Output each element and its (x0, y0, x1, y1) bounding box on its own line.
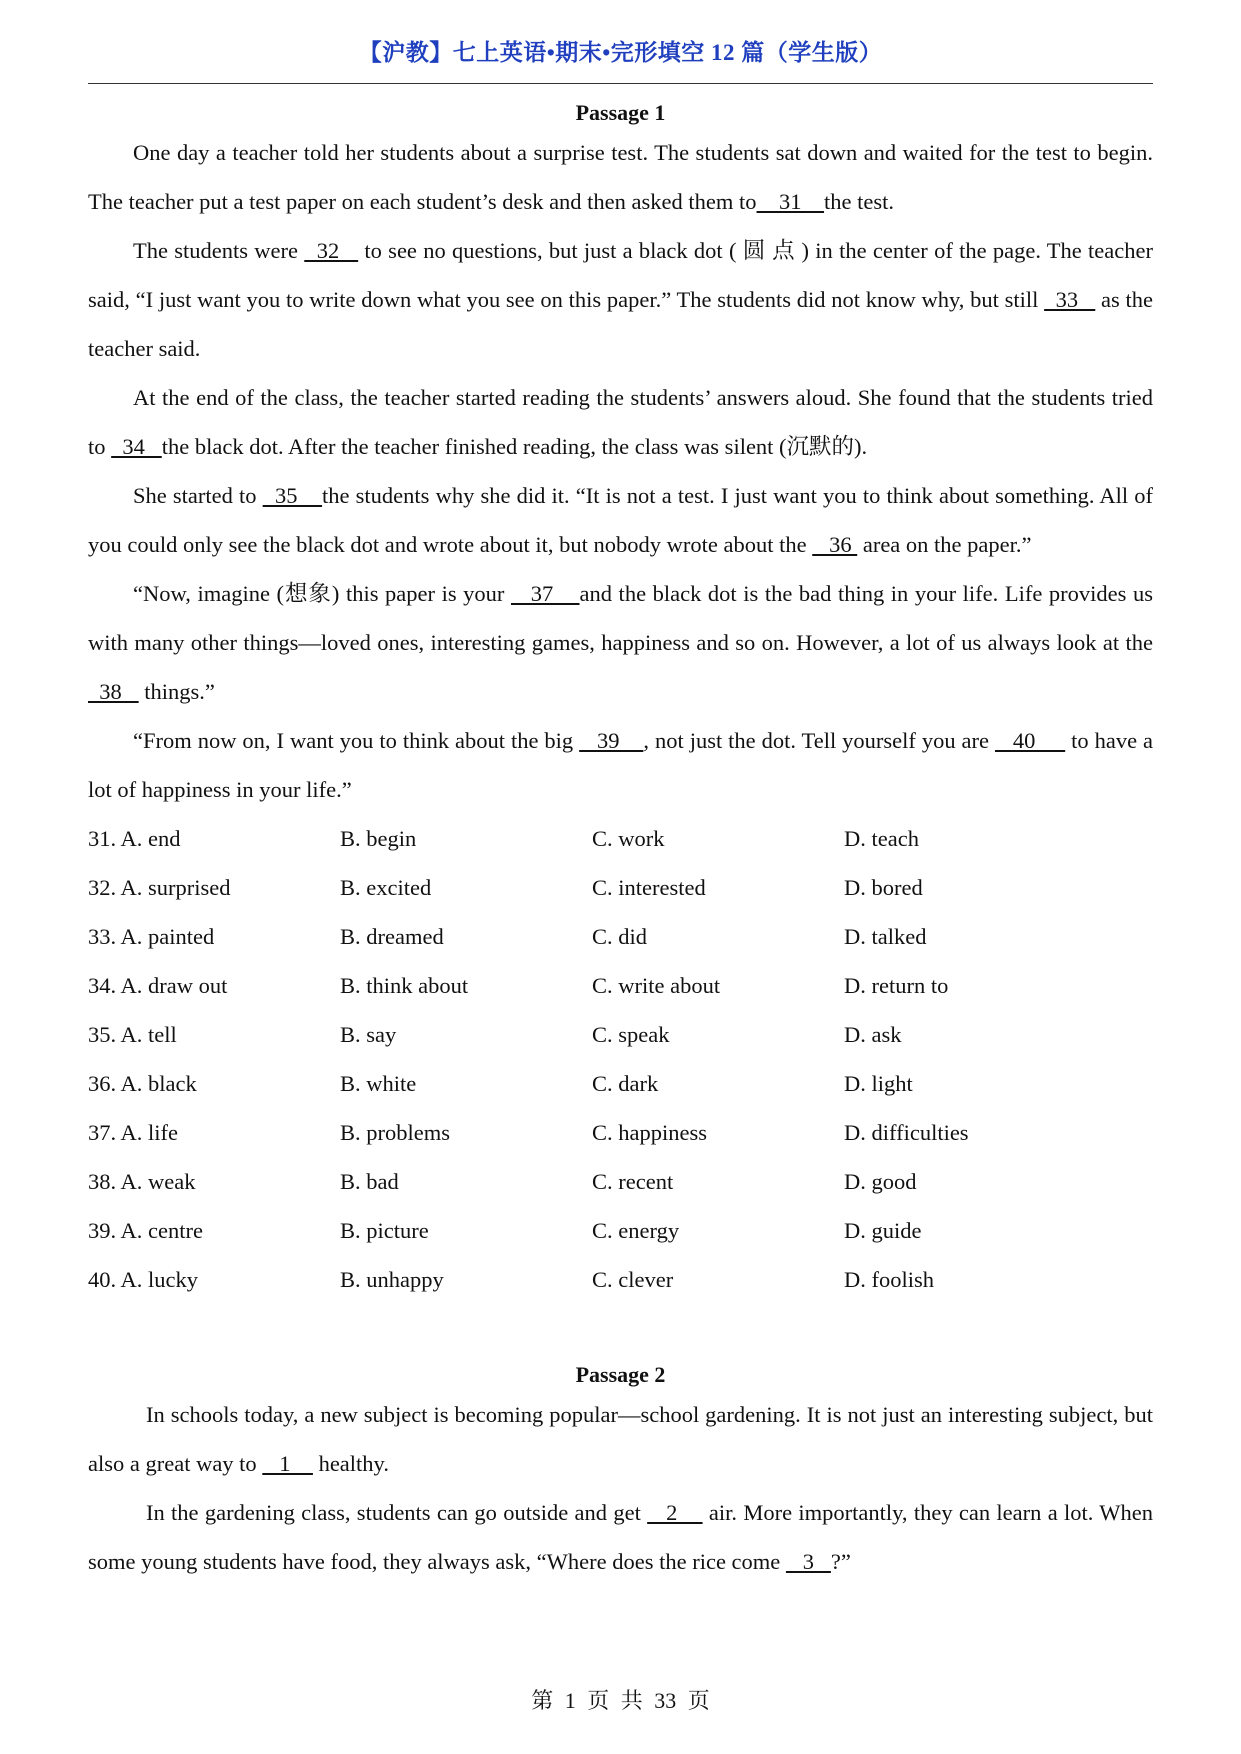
header-divider (88, 83, 1153, 84)
document-body (88, 98, 1153, 1586)
passage1-options (88, 814, 1153, 1304)
option-a: 37. A. life (88, 1120, 178, 1145)
option-d: D. light (844, 1071, 913, 1096)
option-b: B. say (340, 1022, 397, 1047)
text: The students were (133, 238, 305, 263)
text: ?” (830, 1549, 851, 1574)
option-a: 38. A. weak (88, 1169, 196, 1194)
text: “From now on, I want you to think about the big (133, 728, 580, 753)
option-row-33 (88, 912, 1153, 961)
option-c: C. energy (592, 1218, 680, 1243)
text: , not just the dot. Tell yourself you are (643, 728, 995, 753)
option-d: D. good (844, 1169, 917, 1194)
blank-36: 36 (812, 532, 858, 557)
option-c: C. recent (592, 1169, 674, 1194)
blank-39: 39 (579, 728, 644, 753)
option-b: B. unhappy (340, 1267, 444, 1292)
passage2-paragraph-2 (88, 1488, 1153, 1586)
option-row-35 (88, 1010, 1153, 1059)
text: things.” (138, 679, 215, 704)
text: In the gardening class, students can go outside and get (146, 1500, 648, 1525)
text: One day a teacher told her students about a surprise test. The students sat down and waited for the test to begin. The teacher put a test paper on each student’s desk and then asked them to (88, 140, 1153, 214)
blank-33: 33 (1044, 287, 1096, 312)
text: as the teacher said. (88, 287, 1154, 361)
option-c: C. clever (592, 1267, 674, 1292)
option-a: 34. A. draw out (88, 973, 228, 998)
option-d: D. difficulties (844, 1120, 969, 1145)
option-row-32 (88, 863, 1153, 912)
blank-2: 2 (647, 1500, 703, 1525)
option-b: B. excited (340, 875, 432, 900)
option-b: B. white (340, 1071, 417, 1096)
text: She started to (133, 483, 263, 508)
blank-1: 1 (262, 1451, 313, 1476)
option-c: C. did (592, 924, 648, 949)
option-a: 32. A. surprised (88, 875, 231, 900)
option-a: 35. A. tell (88, 1022, 177, 1047)
option-c: C. speak (592, 1022, 670, 1047)
option-row-39 (88, 1206, 1153, 1255)
option-row-37 (88, 1108, 1153, 1157)
text: In schools today, a new subject is becoming popular—school gardening. It is not just an interesting subject, but also a great way to (88, 1402, 1153, 1476)
option-row-34 (88, 961, 1153, 1010)
option-row-31 (88, 814, 1153, 863)
text: the students why she did it. “It is not a test. I just want you to think about something. All of you could only see the black dot and wrote about it, but nobody wrote about the (88, 483, 1154, 557)
blank-38: 38 (88, 679, 139, 704)
blank-3: 3 (785, 1549, 831, 1574)
passage1-paragraph-2 (88, 226, 1153, 373)
passage2-paragraph-1 (88, 1390, 1153, 1488)
option-d: D. bored (844, 875, 923, 900)
text: and the black dot is the bad thing in your life. Life provides us with many other things—loved ones, interesting games, happiness and so on. However, a lot of us always look at the (88, 581, 1153, 655)
option-c: C. work (592, 826, 665, 851)
option-a: 36. A. black (88, 1071, 197, 1096)
passage2-title: Passage 2 (575, 1362, 666, 1387)
option-a: 39. A. centre (88, 1218, 203, 1243)
text: to see no questions, but just a black dot ( 圆 点 ) in the center of the page. The teacher said, “I just want you to write down what you see on this paper.” The students did not know why, but still (88, 238, 1154, 312)
passage1-title: Passage 1 (575, 100, 666, 125)
blank-32: 32 (304, 238, 359, 263)
option-b: B. problems (340, 1120, 450, 1145)
blank-31: 31 (756, 189, 825, 214)
page-header: 【沪教】七上英语•期末•完形填空 12 篇（学生版） (358, 40, 883, 65)
blank-34: 34 (111, 434, 162, 459)
option-b: B. picture (340, 1218, 429, 1243)
text: area on the paper.” (857, 532, 1032, 557)
text: to have a lot of happiness in your life.” (88, 728, 1154, 802)
option-c: C. write about (592, 973, 721, 998)
option-a: 40. A. lucky (88, 1267, 198, 1292)
option-d: D. return to (844, 973, 949, 998)
passage1-paragraph-3 (88, 373, 1153, 471)
option-b: B. begin (340, 826, 417, 851)
option-b: B. think about (340, 973, 469, 998)
passage1-paragraph-5 (88, 569, 1153, 716)
passage1-paragraph-1 (88, 128, 1153, 226)
text: the test. (824, 189, 895, 214)
blank-35: 35 (262, 483, 323, 508)
option-b: B. bad (340, 1169, 399, 1194)
option-c: C. happiness (592, 1120, 707, 1145)
text: the black dot. After the teacher finished reading, the class was silent (沉默的). (161, 434, 868, 459)
option-row-40 (88, 1255, 1153, 1304)
text: “Now, imagine (想象) this paper is your (133, 581, 511, 606)
text: air. More importantly, they can learn a lot. When some young students have food, they always ask, “Where does the rice come (88, 1500, 1153, 1574)
option-c: C. interested (592, 875, 706, 900)
blank-37: 37 (510, 581, 580, 606)
passage1-paragraph-6 (88, 716, 1153, 814)
option-d: D. talked (844, 924, 927, 949)
option-row-38 (88, 1157, 1153, 1206)
text: At the end of the class, the teacher started reading the students’ answers aloud. She found that the students tried to (88, 385, 1153, 459)
section-gap (88, 1304, 1153, 1360)
option-d: D. guide (844, 1218, 922, 1243)
option-a: 31. A. end (88, 826, 181, 851)
option-d: D. ask (844, 1022, 902, 1047)
blank-40: 40 (995, 728, 1066, 753)
page-footer: 第 1 页 共 33 页 (531, 1688, 710, 1713)
option-d: D. teach (844, 826, 919, 851)
passage1-paragraph-4 (88, 471, 1153, 569)
text: healthy. (312, 1451, 389, 1476)
option-c: C. dark (592, 1071, 659, 1096)
option-row-36 (88, 1059, 1153, 1108)
option-b: B. dreamed (340, 924, 444, 949)
option-d: D. foolish (844, 1267, 934, 1292)
option-a: 33. A. painted (88, 924, 215, 949)
